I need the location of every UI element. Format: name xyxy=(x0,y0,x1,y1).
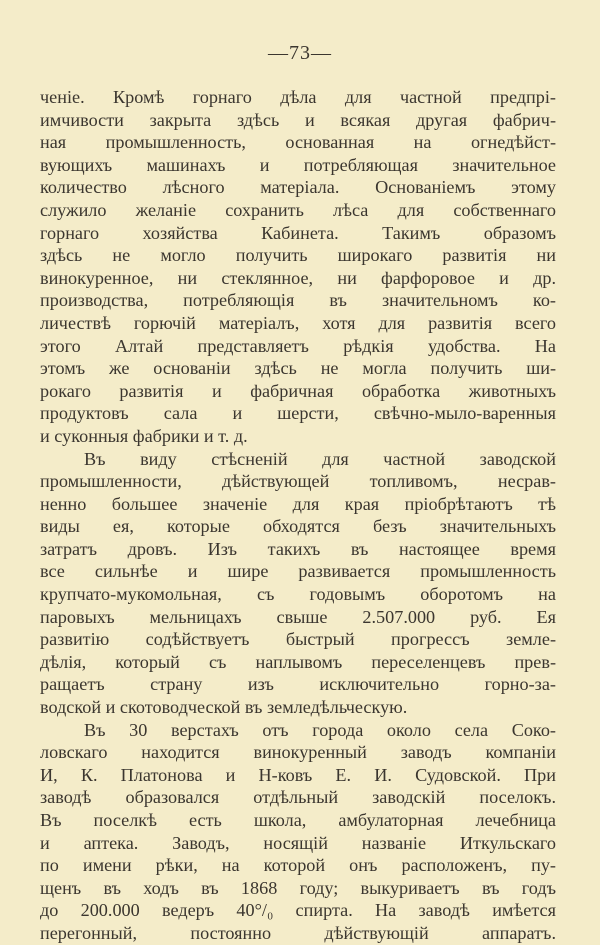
text-line: щенъ въ ходъ въ 1868 году; выкуриваетъ въ годъ xyxy=(40,877,556,898)
text-line: водской и скотоводческой въ земледѣльческую. xyxy=(40,697,408,718)
text-line: вующихъ машинахъ и потребляющая значительное xyxy=(40,154,556,175)
text-line: ненно большее значеніе для края пріобрѣтаютъ тѣ xyxy=(40,493,556,514)
text-line: горнаго хозяйства Кабинета. Такимъ образомъ xyxy=(40,222,556,243)
text-line: этого Алтай представляетъ рѣдкія удобства. На xyxy=(40,335,556,356)
text-line: И, К. Платонова и Н-ковъ Е. И. Судовской. При xyxy=(40,764,556,785)
page-number: —73— xyxy=(268,42,332,64)
paragraph xyxy=(40,448,556,719)
text-line: паровыхъ мельницахъ свыше 2.507.000 руб. Ея xyxy=(40,606,556,627)
text-line: ловскаго находится винокуренный заводъ компаніи xyxy=(40,742,556,763)
text-line: до 200.000 ведеръ 40°/₀ спирта. На заводѣ имѣется xyxy=(40,900,556,921)
text-line: Въ 30 верстахъ отъ города около села Соко- xyxy=(84,719,556,740)
text-line: продуктовъ сала и шерсти, свѣчно-мыло-варенныя xyxy=(40,403,556,424)
text-line: крупчато-мукомольная, съ годовымъ оборотомъ на xyxy=(40,584,556,605)
text-line: перегонный, постоянно дѣйствующій аппаратъ. xyxy=(40,922,556,943)
text-line: винокуренное, ни стеклянное, ни фарфоровое и др. xyxy=(40,267,556,288)
text-line: и аптека. Заводъ, носящій названіе Иткульскаго xyxy=(40,832,556,853)
text-line: по имени рѣки, на которой онъ расположенъ, пу- xyxy=(40,855,556,876)
text-line: виды ея, которые обходятся безъ значительныхъ xyxy=(40,516,556,537)
text-line: Въ виду стѣсненій для частной заводской xyxy=(84,448,556,469)
text-line: этомъ же основаніи здѣсь не могла получить ши- xyxy=(40,358,556,379)
paragraph xyxy=(40,86,556,448)
text-line: количество лѣсного матеріала. Основаніемъ этому xyxy=(40,177,556,198)
text-line: развитію содѣйствуетъ быстрый прогрессъ земле- xyxy=(40,629,556,650)
text-line: личествѣ горючій матеріалъ, хотя для развитія всего xyxy=(40,312,556,333)
text-line: затратъ дровъ. Изъ такихъ въ настоящее время xyxy=(40,538,556,559)
body-text xyxy=(40,86,556,945)
text-line: ченіе. Кромѣ горнаго дѣла для частной предпрі- xyxy=(40,87,556,107)
text-line: производства, потребляющія въ значительномъ ко- xyxy=(40,290,556,311)
text-line: промышленности, дѣйствующей топливомъ, несрав- xyxy=(40,471,556,492)
text-line: и суконныя фабрики и т. д. xyxy=(40,425,248,446)
text-line: ращаетъ страну изъ исключительно горно-за- xyxy=(40,674,556,695)
text-line: служило желаніе сохранить лѣса для собственнаго xyxy=(40,199,556,220)
text-line: дѣлія, который съ наплывомъ переселенцевъ прев- xyxy=(40,651,556,672)
text-line: имчивости закрыта здѣсь и всякая другая фабрич- xyxy=(40,109,556,130)
paragraph xyxy=(40,719,556,945)
text-line: рокаго развитія и фабричная обработка животныхъ xyxy=(40,380,556,401)
text-line: ная промышленность, основанная на огнедѣйст- xyxy=(40,132,556,153)
text-line: заводѣ образовался отдѣльный заводскій поселокъ. xyxy=(40,787,556,808)
text-line: Въ поселкѣ есть школа, амбулаторная лечебница xyxy=(40,810,556,830)
text-line: здѣсь не могло получить широкаго развитія ни xyxy=(40,245,556,266)
text-line: все сильнѣе и шире развивается промышленность xyxy=(40,561,556,582)
